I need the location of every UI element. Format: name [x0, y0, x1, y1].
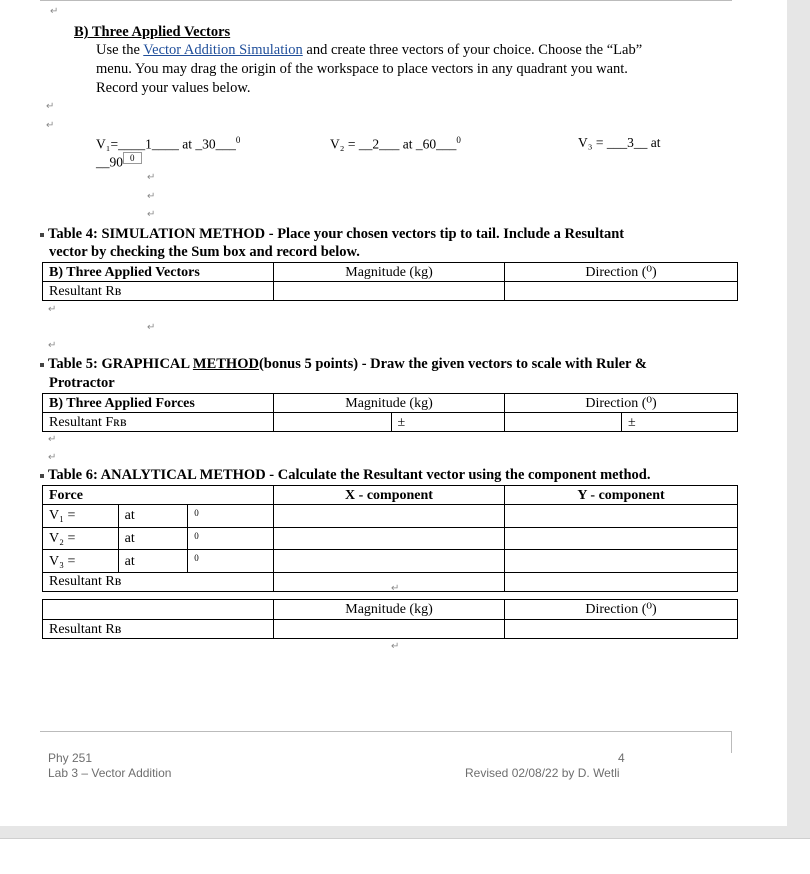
- table7: [42, 599, 738, 639]
- footer-course: Phy 251: [48, 751, 93, 765]
- instructions-line-3: Record your values below.: [96, 80, 251, 96]
- vector-2-row: V₂ = __2___ at _60___$^0$: [330, 135, 461, 152]
- table4-magnitude-cell[interactable]: [274, 282, 505, 301]
- section-heading: B) Three Applied Vectors: [74, 24, 231, 40]
- table-row: V₁ = at $^0$: [43, 505, 738, 528]
- table4-header-2: Magnitude (kg): [274, 263, 505, 282]
- document-page: ↵ B) Three Applied Vectors Use the Vector Addition Simulation and create three vectors of your choice. Choose the “Lab” menu. You may drag the origin of the workspace to place vectors in any quadrant you want. Record your values below. ↵ ↵ V₁=____1____ at _30___$^0$ V₂ = __2___ at _60___$^0$ V₃ = ___3__ at __90 $^0$ ↵ ↵ ↵ Table 4: SIMULATION METHOD - Place your chosen vectors tip to tail. Include a Resultant vector by checking the Sum box and record below. B) Three Applied Vectors Magnitude (kg) Direction (⁰) Resultant Rʙ ↵ ↵ ↵ Table 5: GRAPHICAL METHOD(bonus 5 points) - Draw the given vectors to scale with Ruler & Protractor B) Three Applied Forces Magnitude (kg) Direction (⁰) Resultant Fʀʙ ± ± ↵ ↵ Table 6: ANALYTICAL METHOD - Calculate the Resultant vector using the component method. Force X - component Y - component V₁ = at $^0$ V₂ = at $^0$ V₃ = at $^0$ Resultant Rʙ ↵ Magnitude (kg) Direction (⁰) Resultant Rʙ ↵ Phy 251 Lab 3 – Vector Addition 4 Revised 02/08/22 by D. Wetli: [0, 0, 787, 826]
- table4-caption-2: vector by checking the Sum box and record below.: [49, 244, 360, 260]
- table5-direction-pm: ±: [622, 413, 738, 432]
- status-area: [0, 838, 810, 874]
- table5: [42, 393, 738, 432]
- footer-rule: [40, 731, 732, 732]
- paragraph-mark: ↵: [50, 6, 59, 17]
- table7-header-3: Direction (⁰): [505, 600, 738, 620]
- table-row: V₂ = at $^0$: [43, 527, 738, 550]
- table5-header-2: Magnitude (kg): [274, 394, 505, 413]
- footer-page-number: 4: [618, 751, 625, 765]
- table4-header-3: Direction (⁰): [505, 263, 738, 282]
- table6-header-1: Force: [43, 486, 274, 505]
- table7-header-2: Magnitude (kg): [274, 600, 505, 620]
- instructions-line-1: Use the Vector Addition Simulation and create three vectors of your choice. Choose the “Lab”: [96, 42, 643, 58]
- table5-direction-cell[interactable]: [505, 413, 622, 432]
- table5-magnitude-cell[interactable]: [274, 413, 392, 432]
- table5-magnitude-pm: ±: [391, 413, 505, 432]
- table5-header-1: B) Three Applied Forces: [43, 394, 274, 413]
- table4-direction-cell[interactable]: [505, 282, 738, 301]
- vector-3-row: V₃ = ___3__ at: [578, 135, 661, 150]
- table5-caption-2: Protractor: [49, 375, 115, 391]
- table-row: V₃ = at $^0$: [43, 550, 738, 573]
- table4-caption: Table 4: SIMULATION METHOD - Place your chosen vectors tip to tail. Include a Resultant: [40, 226, 624, 243]
- table5-caption: Table 5: GRAPHICAL METHOD(bonus 5 points) - Draw the given vectors to scale with Ruler &: [40, 356, 647, 373]
- vector-3-continued: __90 $^0$: [96, 153, 142, 171]
- table6-caption: Table 6: ANALYTICAL METHOD - Calculate the Resultant vector using the component method.: [40, 467, 650, 484]
- footer-lab: Lab 3 – Vector Addition: [48, 766, 172, 780]
- vector-addition-link[interactable]: Vector Addition Simulation: [143, 42, 303, 58]
- table4-header-1: B) Three Applied Vectors: [43, 263, 274, 282]
- instructions-line-2: menu. You may drag the origin of the workspace to place vectors in any quadrant you want.: [96, 61, 628, 77]
- header-rule: [40, 0, 732, 1]
- table5-resultant-label: Resultant Fʀʙ: [43, 413, 274, 432]
- table6-header-2: X - component: [274, 486, 505, 505]
- table4: [42, 262, 738, 301]
- table6-header-3: Y - component: [505, 486, 738, 505]
- table7-direction-cell[interactable]: [505, 620, 738, 639]
- table6: [42, 485, 738, 592]
- table-row: Resultant Rʙ: [43, 572, 738, 591]
- table4-resultant-label: Resultant Rʙ: [43, 282, 274, 301]
- footer-revised: Revised 02/08/22 by D. Wetli: [465, 766, 620, 780]
- table5-header-3: Direction (⁰): [505, 394, 738, 413]
- table7-resultant-label: Resultant Rʙ: [43, 620, 274, 639]
- table7-magnitude-cell[interactable]: [274, 620, 505, 639]
- vector-1-row: V₁=____1____ at _30___$^0$: [96, 135, 241, 152]
